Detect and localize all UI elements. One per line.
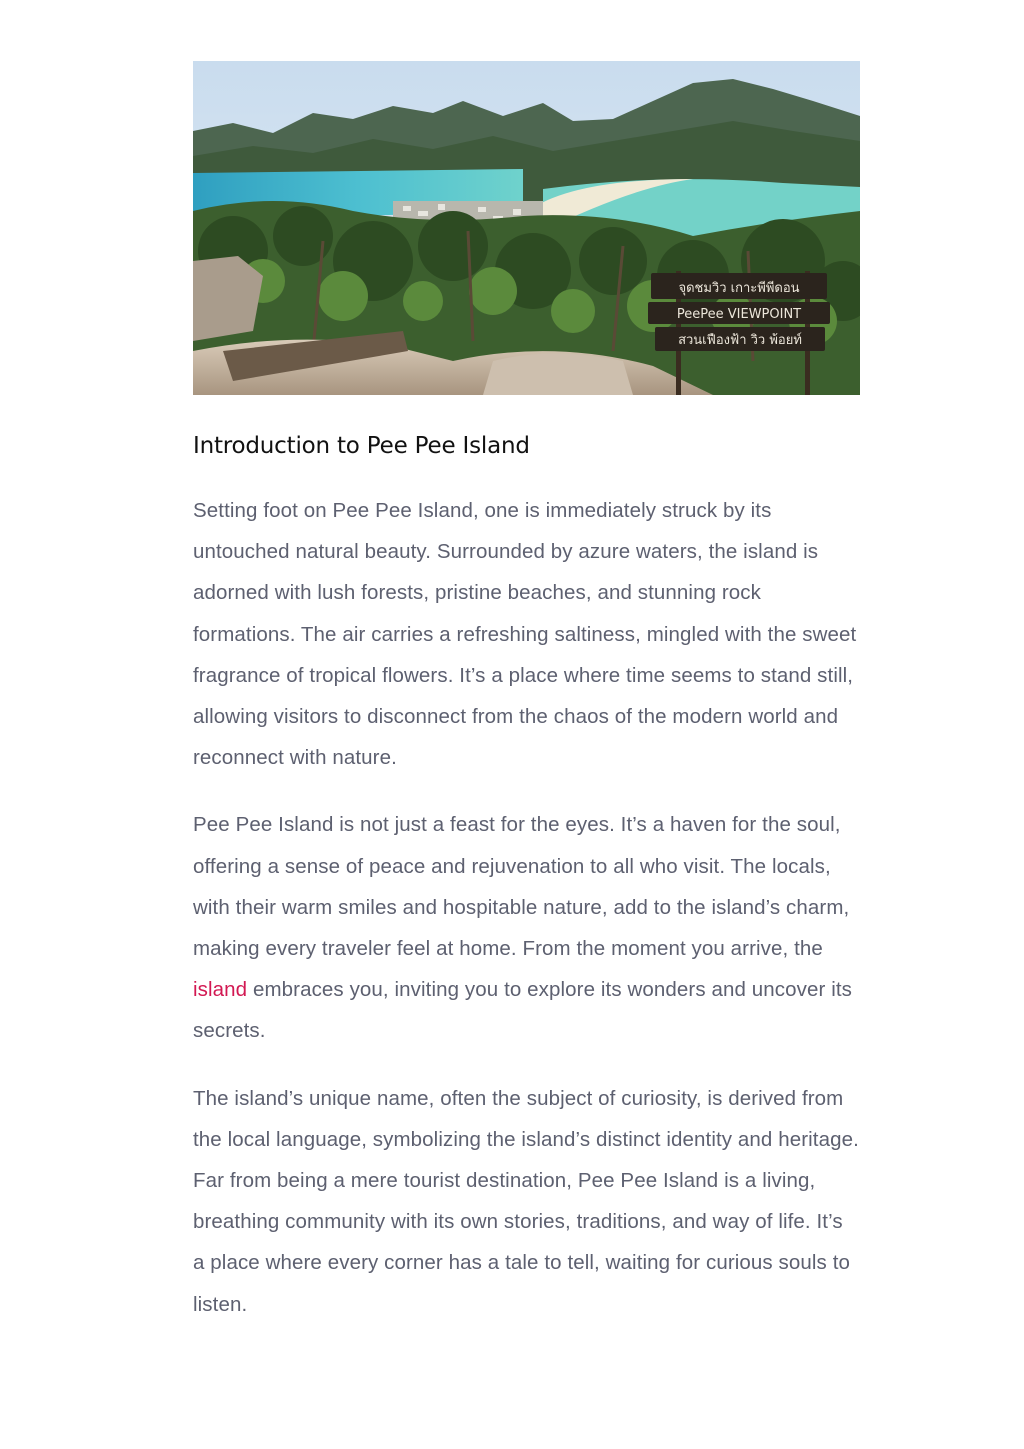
paragraph-2-text-before: Pee Pee Island is not just a feast for the eyes. It’s a haven for the soul, offering a sense of peace and rejuvenation to all who visit. The locals, with their warm smiles and hospitable nature, add to the island’s charm, making every traveler feel at home. From the moment you arrive, the [193, 813, 850, 961]
sign-line-2: PeePee VIEWPOINT [676, 307, 802, 322]
sign-line-1: จุดชมวิว เกาะพีพีดอน [678, 281, 800, 296]
paragraph-2-text-after: embraces you, inviting you to explore its wonders and uncover its secrets. [193, 978, 852, 1043]
article [193, 61, 860, 1325]
hero-image [193, 61, 860, 395]
island-link[interactable]: island [193, 978, 248, 1002]
paragraph-3: The island’s unique name, often the subject of curiosity, is derived from the local language, symbolizing the island’s distinct identity and heritage. Far from being a mere tourist destination, Pee Pee Island is a living, breathing community with its own stories, traditions, and way of life. It’s a place where every corner has a tale to tell, waiting for curious souls to listen. [193, 1086, 859, 1316]
sign-line-3: สวนเฟืองฟ้า วิว พ้อยท์ [678, 333, 802, 348]
section-heading: Introduction to Pee Pee Island [193, 433, 530, 459]
paragraph-1: Setting foot on Pee Pee Island, one is immediately struck by its untouched natural beauty. Surrounded by azure waters, the island is adorned with lush forests, pristine beaches, and stunning rock formations. The air carries a refreshing saltiness, mingled with the sweet fragrance of tropical flowers. It’s a place where time seems to stand still, allowing visitors to disconnect from the chaos of the modern world and reconnect with nature. [193, 499, 857, 770]
paragraph-2 [193, 804, 860, 1051]
